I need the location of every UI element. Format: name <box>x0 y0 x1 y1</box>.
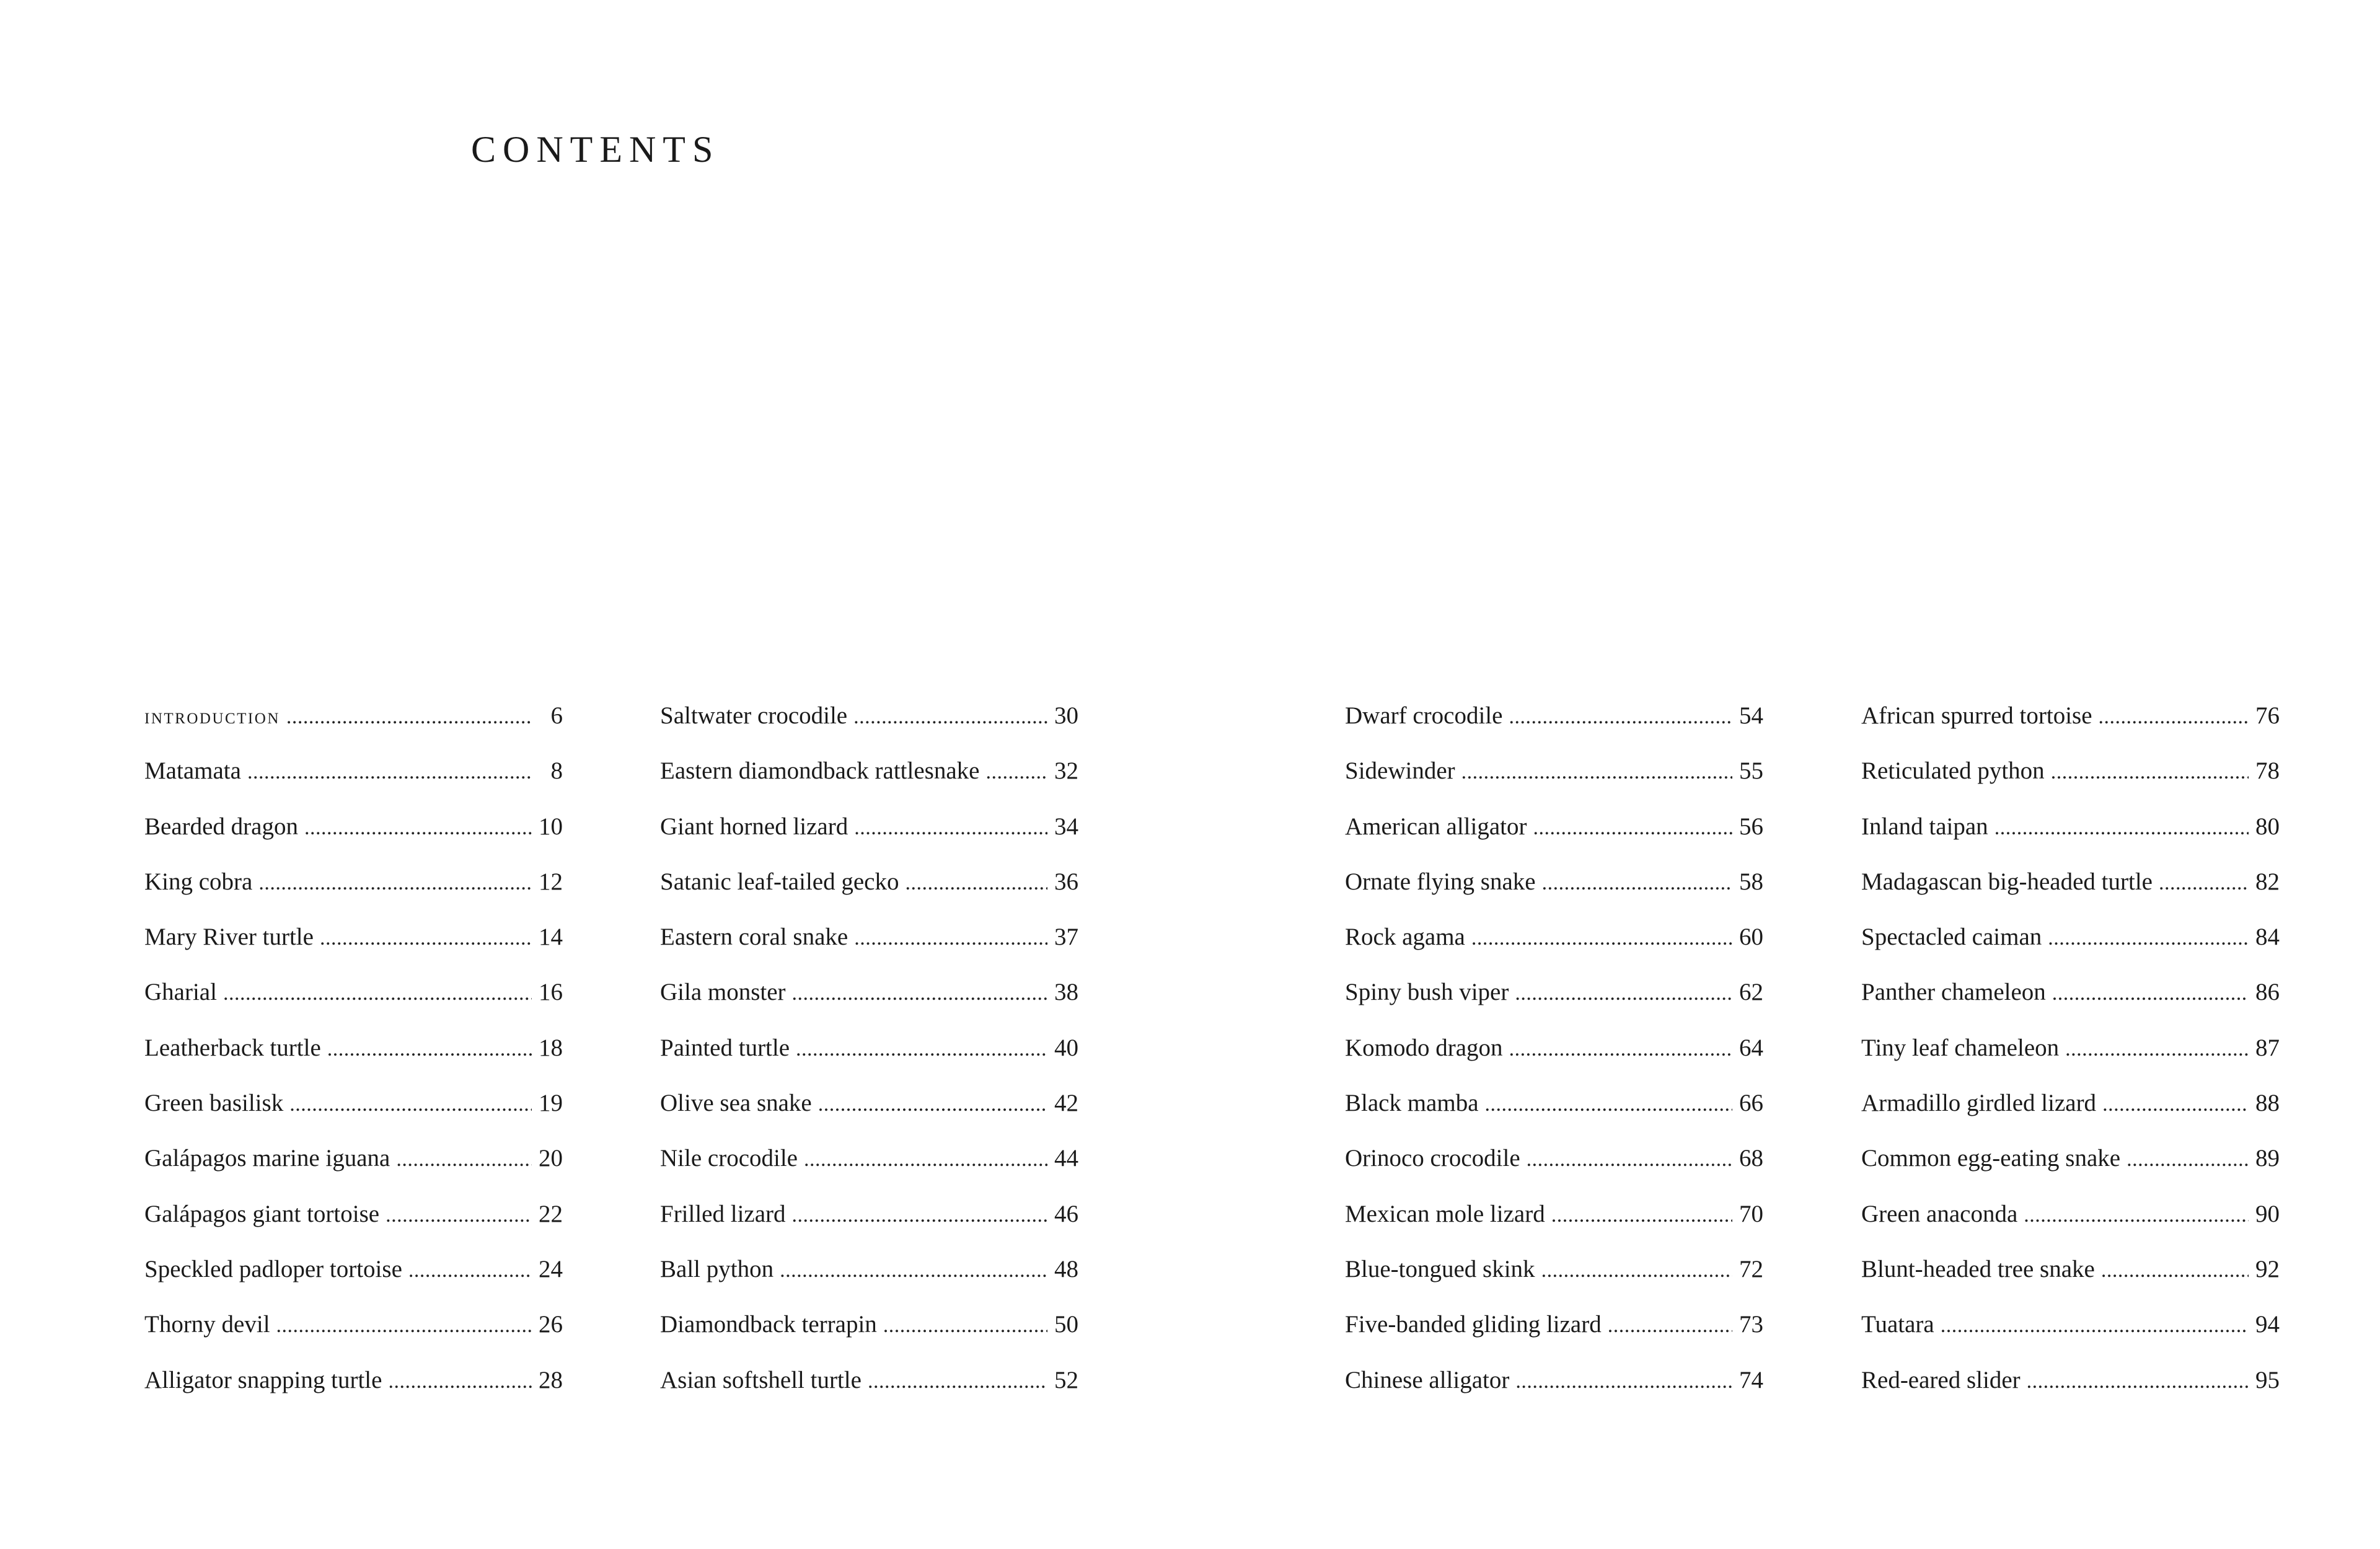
toc-page-number: 14 <box>539 924 563 951</box>
toc-entry[interactable] <box>144 1306 563 1361</box>
dot-leader <box>2127 1141 2249 1178</box>
toc-entry-title: Inland taipan <box>1861 813 1988 840</box>
toc-entry[interactable] <box>144 1362 563 1417</box>
dot-leader <box>853 699 1047 736</box>
toc-entry[interactable] <box>1345 1085 1763 1140</box>
toc-page-number: 37 <box>1054 924 1078 951</box>
dot-leader <box>1509 1031 1732 1068</box>
toc-page-number: 94 <box>2255 1311 2280 1338</box>
dot-leader <box>1542 865 1732 902</box>
toc-entry[interactable] <box>144 1251 563 1306</box>
toc-entry[interactable] <box>1861 1196 2280 1251</box>
toc-entry[interactable] <box>1345 863 1763 919</box>
toc-entry-title: Madagascan big-headed turtle <box>1861 868 2153 895</box>
dot-leader <box>854 810 1047 847</box>
toc-entry-title: Blue-tongued skink <box>1345 1255 1535 1282</box>
toc-entry-title: Common egg-eating snake <box>1861 1145 2121 1172</box>
toc-entry[interactable] <box>1345 1306 1763 1361</box>
toc-page-number: 40 <box>1054 1034 1078 1061</box>
toc-page-number: 38 <box>1054 979 1078 1006</box>
dot-leader <box>223 975 532 1012</box>
dot-leader <box>1551 1197 1732 1234</box>
toc-entry[interactable] <box>1345 1251 1763 1306</box>
toc-entry-title: Rock agama <box>1345 924 1465 951</box>
toc-page-number: 70 <box>1739 1200 1763 1227</box>
dot-leader <box>2024 1197 2249 1234</box>
toc-page-number: 76 <box>2255 702 2280 729</box>
dot-leader <box>386 1197 532 1234</box>
toc-entry[interactable] <box>144 974 563 1029</box>
toc-page-number: 90 <box>2255 1200 2280 1227</box>
toc-entry-title: Ball python <box>660 1255 774 1282</box>
dot-leader <box>804 1141 1047 1178</box>
toc-page-number: 87 <box>2255 1034 2280 1061</box>
toc-entry[interactable] <box>1861 1085 2280 1140</box>
toc-entry-title: Orinoco crocodile <box>1345 1145 1520 1172</box>
dot-leader <box>2065 1031 2249 1068</box>
toc-page-number: 88 <box>2255 1090 2280 1117</box>
toc-entry-title: Tiny leaf chameleon <box>1861 1034 2060 1061</box>
dot-leader <box>1533 810 1732 847</box>
dot-leader <box>1461 754 1732 791</box>
toc-entry[interactable] <box>144 919 563 974</box>
toc-page-number: 64 <box>1739 1034 1763 1061</box>
toc-entry[interactable] <box>1345 974 1763 1029</box>
toc-entry[interactable] <box>660 752 1078 808</box>
toc-entry-title: Gharial <box>144 979 217 1006</box>
toc-page-number: 18 <box>539 1034 563 1061</box>
toc-entry-title: Komodo dragon <box>1345 1034 1503 1061</box>
dot-leader <box>905 865 1047 902</box>
dot-leader <box>286 699 532 736</box>
toc-entry[interactable] <box>144 752 563 808</box>
toc-entry[interactable] <box>660 974 1078 1029</box>
toc-page-number: 78 <box>2255 757 2280 785</box>
dot-leader <box>327 1031 532 1068</box>
toc-page-number: 34 <box>1054 813 1078 840</box>
dot-leader <box>258 865 532 902</box>
toc-page-number: 95 <box>2255 1366 2280 1393</box>
dot-leader <box>2027 1363 2249 1400</box>
dot-leader <box>1994 810 2249 847</box>
toc-entry[interactable] <box>144 1030 563 1085</box>
toc-entry-title: Panther chameleon <box>1861 979 2046 1006</box>
toc-entry[interactable] <box>660 1085 1078 1140</box>
toc-entry-title: Green basilisk <box>144 1090 284 1117</box>
dot-leader <box>818 1086 1047 1123</box>
toc-entry-title: Speckled padloper tortoise <box>144 1255 402 1282</box>
toc-entry[interactable] <box>1861 974 2280 1029</box>
dot-leader <box>2051 754 2249 791</box>
dot-leader <box>985 754 1047 791</box>
toc-page-number: 50 <box>1054 1311 1078 1338</box>
dot-leader <box>1515 1363 1732 1400</box>
toc-page-number: 16 <box>539 979 563 1006</box>
toc-page-number: 58 <box>1739 868 1763 895</box>
toc-page-number: 89 <box>2255 1145 2280 1172</box>
toc-entry-title: Mary River turtle <box>144 924 314 951</box>
dot-leader <box>2102 1086 2249 1123</box>
toc-entry-title: Leatherback turtle <box>144 1034 321 1061</box>
toc-entry-title: Matamata <box>144 757 241 785</box>
toc-entry-title: King cobra <box>144 868 253 895</box>
toc-entry-title: Saltwater crocodile <box>660 702 848 729</box>
toc-column-1 <box>144 697 563 1417</box>
toc-entry-title: Satanic leaf-tailed gecko <box>660 868 899 895</box>
dot-leader <box>304 810 532 847</box>
toc-entry-title: Five-banded gliding lizard <box>1345 1311 1602 1338</box>
toc-page-number: 24 <box>539 1255 563 1282</box>
toc-entry-title: Painted turtle <box>660 1034 790 1061</box>
dot-leader <box>792 1197 1047 1234</box>
toc-page-number: 62 <box>1739 979 1763 1006</box>
toc-page-number: 22 <box>539 1200 563 1227</box>
dot-leader <box>2052 975 2249 1012</box>
toc-entry[interactable] <box>144 808 563 863</box>
toc-entry[interactable] <box>1861 1030 2280 1085</box>
toc-page-number: 19 <box>539 1090 563 1117</box>
toc-entry[interactable] <box>660 863 1078 919</box>
toc-page-number: 55 <box>1739 757 1763 785</box>
toc-page-number: 73 <box>1739 1311 1763 1338</box>
toc-page-number: 60 <box>1739 924 1763 951</box>
dot-leader <box>320 920 532 957</box>
toc-entry[interactable] <box>1861 1306 2280 1361</box>
toc-entry-title: Blunt-headed tree snake <box>1861 1255 2095 1282</box>
toc-page-number: 42 <box>1054 1090 1078 1117</box>
dot-leader <box>1527 1141 1732 1178</box>
toc-entry[interactable] <box>1861 1251 2280 1306</box>
toc-column-3 <box>1345 697 1763 1417</box>
toc-entry[interactable] <box>144 697 563 752</box>
dot-leader <box>388 1363 532 1400</box>
toc-page-number: 32 <box>1054 757 1078 785</box>
toc-entry-title: Frilled lizard <box>660 1200 786 1227</box>
toc-page-number: 12 <box>539 868 563 895</box>
toc-entry-title: Red-eared slider <box>1861 1366 2021 1393</box>
dot-leader <box>1941 1307 2249 1344</box>
toc-page-number: 80 <box>2255 813 2280 840</box>
toc-page-number: 28 <box>539 1366 563 1393</box>
toc-entry-title: Galápagos giant tortoise <box>144 1200 380 1227</box>
toc-entry[interactable] <box>1345 697 1763 752</box>
toc-entry-title: Diamondback terrapin <box>660 1311 877 1338</box>
toc-entry[interactable] <box>1861 752 2280 808</box>
toc-entry[interactable] <box>660 697 1078 752</box>
toc-entry-title: Thorny devil <box>144 1311 270 1338</box>
toc-entry-title: Armadillo girdled lizard <box>1861 1090 2097 1117</box>
toc-page-number: 26 <box>539 1311 563 1338</box>
dot-leader <box>1485 1086 1732 1123</box>
toc-entry[interactable] <box>144 1085 563 1140</box>
toc-entry[interactable] <box>1861 808 2280 863</box>
toc-entry[interactable] <box>660 808 1078 863</box>
toc-page-number: 74 <box>1739 1366 1763 1393</box>
toc-page-number: 44 <box>1054 1145 1078 1172</box>
toc-page-number: 8 <box>550 757 563 785</box>
dot-leader <box>883 1307 1047 1344</box>
toc-entry[interactable] <box>660 1362 1078 1417</box>
toc-page-number: 92 <box>2255 1255 2280 1282</box>
toc-entry[interactable] <box>1345 919 1763 974</box>
toc-entry-title: Reticulated python <box>1861 757 2045 785</box>
toc-entry-title: Chinese alligator <box>1345 1366 1510 1393</box>
dot-leader <box>1509 699 1732 736</box>
dot-leader <box>2101 1252 2249 1289</box>
dot-leader <box>796 1031 1047 1068</box>
toc-entry[interactable] <box>660 1196 1078 1251</box>
toc-entry-title: Spectacled caiman <box>1861 924 2042 951</box>
toc-entry-title: Nile crocodile <box>660 1145 798 1172</box>
dot-leader <box>276 1307 532 1344</box>
toc-entry[interactable] <box>660 919 1078 974</box>
toc-entry-title: Ornate flying snake <box>1345 868 1536 895</box>
toc-entry[interactable] <box>144 1140 563 1195</box>
toc-entry-title: Sidewinder <box>1345 757 1455 785</box>
toc-page-number: 56 <box>1739 813 1763 840</box>
toc-entry[interactable] <box>660 1306 1078 1361</box>
toc-column-4 <box>1861 697 2280 1417</box>
toc-page-number: 52 <box>1054 1366 1078 1393</box>
toc-page-number: 84 <box>2255 924 2280 951</box>
dot-leader <box>408 1252 532 1289</box>
toc-entry-title: Eastern coral snake <box>660 924 848 951</box>
dot-leader <box>792 975 1047 1012</box>
toc-entry[interactable] <box>1861 919 2280 974</box>
toc-entry[interactable] <box>1345 808 1763 863</box>
toc-entry-title: Dwarf crocodile <box>1345 702 1503 729</box>
toc-entry-title: Gila monster <box>660 979 786 1006</box>
toc-page-number: 66 <box>1739 1090 1763 1117</box>
dot-leader <box>854 920 1047 957</box>
dot-leader <box>289 1086 532 1123</box>
toc-entry[interactable] <box>1345 1140 1763 1195</box>
dot-leader <box>1515 975 1732 1012</box>
toc-entry[interactable] <box>660 1030 1078 1085</box>
dot-leader <box>2099 699 2249 736</box>
toc-page-number: 6 <box>550 702 563 729</box>
dot-leader <box>1541 1252 1732 1289</box>
toc-entry-title: Giant horned lizard <box>660 813 848 840</box>
toc-entry-title: African spurred tortoise <box>1861 702 2092 729</box>
toc-entry-title: Green anaconda <box>1861 1200 2018 1227</box>
toc-page-number: 48 <box>1054 1255 1078 1282</box>
dot-leader <box>2048 920 2249 957</box>
toc-page-number: 54 <box>1739 702 1763 729</box>
toc-entry[interactable] <box>1345 1362 1763 1417</box>
toc-page-number: 30 <box>1054 702 1078 729</box>
toc-entry[interactable] <box>1345 1030 1763 1085</box>
toc-entry[interactable] <box>1861 697 2280 752</box>
toc-entry-title: Olive sea snake <box>660 1090 812 1117</box>
toc-page-number: 82 <box>2255 868 2280 895</box>
dot-leader <box>396 1141 532 1178</box>
toc-entry-title: Bearded dragon <box>144 813 298 840</box>
toc-entry-title: Spiny bush viper <box>1345 979 1509 1006</box>
toc-entry[interactable] <box>144 863 563 919</box>
toc-entry[interactable] <box>660 1140 1078 1195</box>
toc-page-number: 68 <box>1739 1145 1763 1172</box>
toc-entry-title: Eastern diamondback rattlesnake <box>660 757 980 785</box>
page-title: CONTENTS <box>471 129 720 170</box>
toc-entry[interactable] <box>144 1196 563 1251</box>
toc-entry[interactable] <box>1861 863 2280 919</box>
toc-entry-title: Alligator snapping turtle <box>144 1366 382 1393</box>
toc-entry-title: Asian softshell turtle <box>660 1366 862 1393</box>
toc-entry-title: Black mamba <box>1345 1090 1479 1117</box>
dot-leader <box>247 754 532 791</box>
toc-entry-title: introduction <box>144 704 280 728</box>
toc-entry[interactable] <box>1345 752 1763 808</box>
toc-entry[interactable] <box>1861 1140 2280 1195</box>
dot-leader <box>1471 920 1732 957</box>
toc-page-number: 72 <box>1739 1255 1763 1282</box>
toc-entry-title: Mexican mole lizard <box>1345 1200 1545 1227</box>
toc-entry-title: Tuatara <box>1861 1311 1934 1338</box>
toc-entry-title: American alligator <box>1345 813 1527 840</box>
dot-leader <box>868 1363 1047 1400</box>
toc-page-number: 86 <box>2255 979 2280 1006</box>
toc-entry[interactable] <box>1345 1196 1763 1251</box>
toc-entry[interactable] <box>660 1251 1078 1306</box>
toc-entry-title: Galápagos marine iguana <box>144 1145 390 1172</box>
toc-column-2 <box>660 697 1078 1417</box>
toc-page-number: 10 <box>539 813 563 840</box>
toc-page-number: 46 <box>1054 1200 1078 1227</box>
dot-leader <box>2159 865 2249 902</box>
toc-page-number: 36 <box>1054 868 1078 895</box>
toc-page-number: 20 <box>539 1145 563 1172</box>
dot-leader <box>1608 1307 1732 1344</box>
toc-entry[interactable] <box>1861 1362 2280 1417</box>
dot-leader <box>780 1252 1047 1289</box>
